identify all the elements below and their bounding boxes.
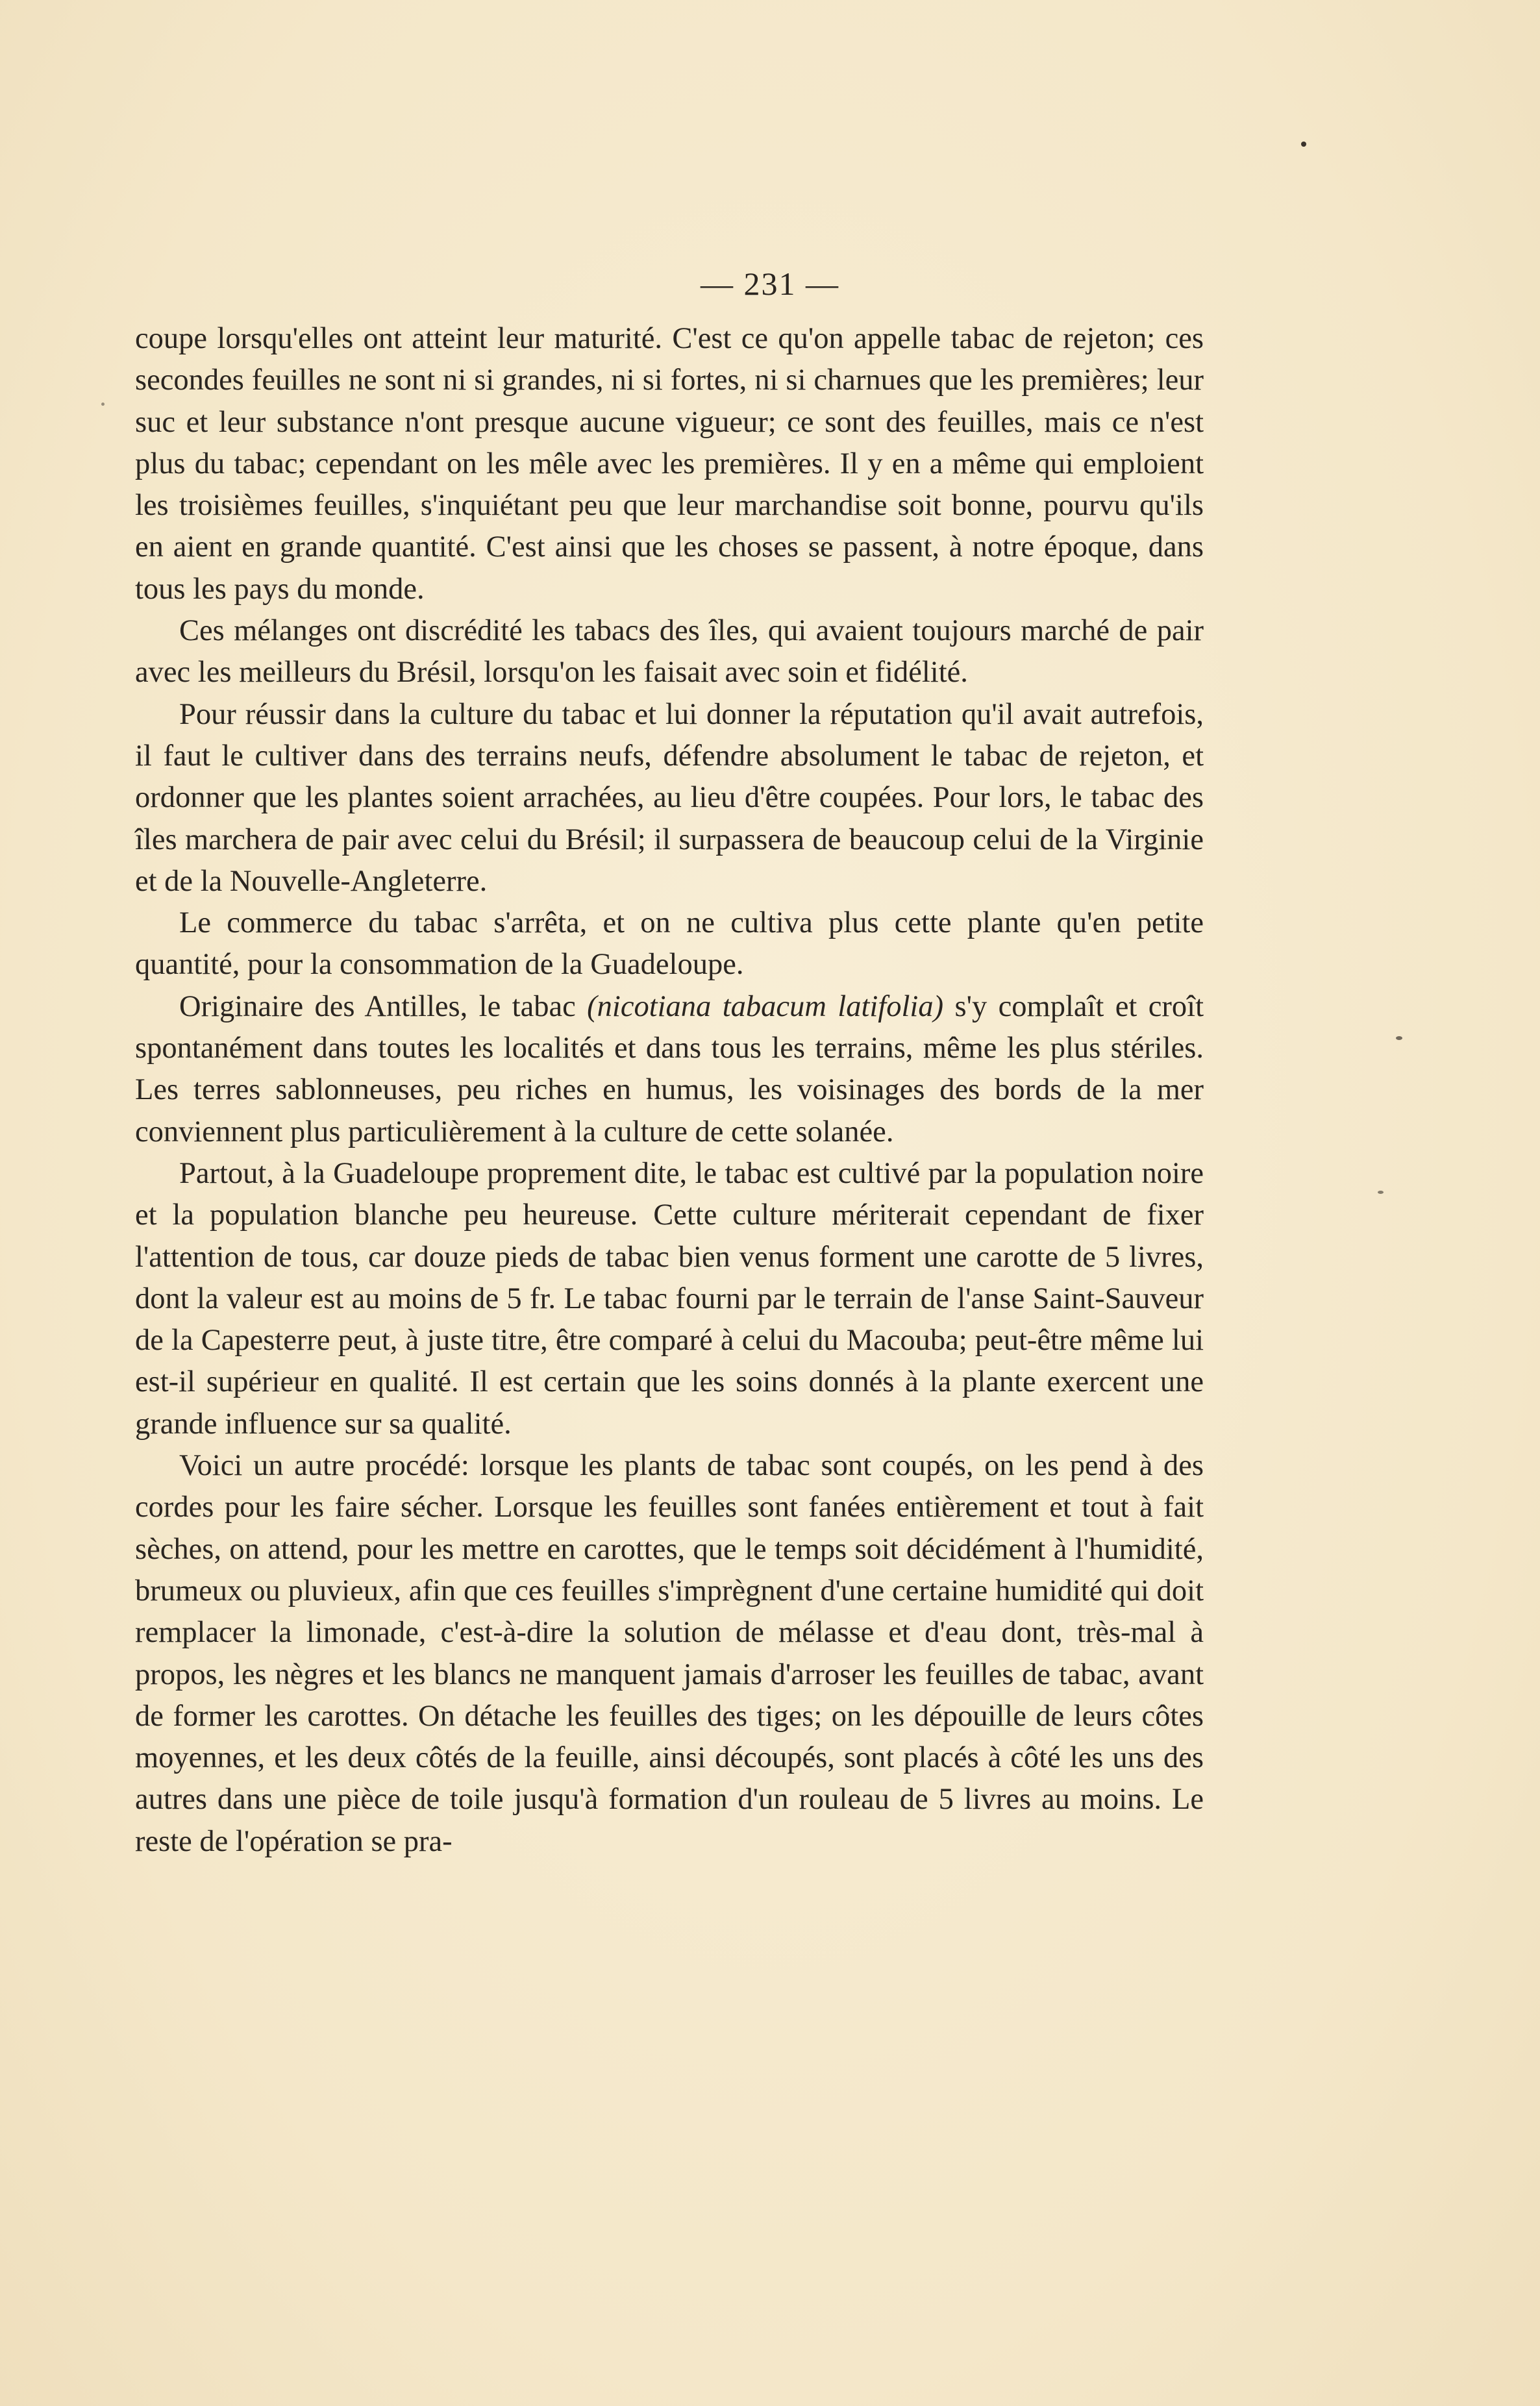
paragraph-culture: Pour réussir dans la culture du tabac et lui donner la réputation qu'il avait autrefois, il faut le cultiver dans des terrains neufs, défendre absolument le tabac de rejeton, et ordonner que les plantes soient arrachées, au lieu d'être coupées. Pour lors, le tabac des îles marchera de pair avec celui du Brésil; il surpassera de beaucoup celui de la Virginie et de la Nouvelle-Angleterre.	[135, 697, 1204, 898]
paragraph-continued: coupe lorsqu'elles ont atteint leur maturité. C'est ce qu'on appelle tabac de rejeton; ces secondes feuilles ne sont ni si grandes, ni si fortes, ni si charnues que les premières; leur suc et leur substance n'ont presque aucune vigueur; ce sont des feuilles, mais ce n'est plus du tabac; cependant on les mêle avec les premières. Il y en a même qui emploient les troisièmes feuilles, s'inquiétant peu que leur marchandise soit bonne, pourvu qu'ils en aient en grande quantité. C'est ainsi que les choses se passent, à notre époque, dans tous les pays du monde.	[135, 322, 1204, 606]
paragraph-melanges: Ces mélanges ont discrédité les tabacs des îles, qui avaient toujours marché de pair avec les meilleurs du Brésil, lorsqu'on les faisait avec soin et fidélité.	[135, 614, 1204, 689]
paper-speck	[1378, 1191, 1384, 1194]
page-body	[135, 318, 1204, 1863]
paragraph-commerce: Le commerce du tabac s'arrêta, et on ne cultiva plus cette plante qu'en petite quantité, pour la consommation de la Guadeloupe.	[135, 906, 1204, 982]
paragraph-guadeloupe: Partout, à la Guadeloupe proprement dite, le tabac est cultivé par la population noire et la population blanche peu heureuse. Cette culture mériterait cependant de fixer l'attention de tous, car douze pieds de tabac bien venus forment une carotte de 5 livres, dont la valeur est au moins de 5 fr. Le tabac fourni par le terrain de l'anse Saint-Sauveur de la Capesterre peut, à juste titre, être comparé à celui du Macouba; peut-être même lui est-il supérieur en qualité. Il est certain que les soins donnés à la plante exercent une grande influence sur sa qualité.	[135, 1156, 1204, 1441]
paper-speck	[101, 403, 105, 406]
paragraph-procede: Voici un autre procédé: lorsque les plants de tabac sont coupés, on les pend à des cordes pour les faire sécher. Lorsque les feuilles sont fanées entièrement et tout à fait sèches, on attend, pour les mettre en carottes, que le temps soit décidément à l'humidité, brumeux ou pluvieux, afin que ces feuilles s'imprègnent d'une certaine humidité qui doit remplacer la limonade, c'est-à-dire la solution de mélasse et d'eau dont, très-mal à propos, les nègres et les blancs ne manquent jamais d'arroser les feuilles de tabac, avant de former les carottes. On détache les feuilles des tiges; on les dépouille de leurs côtes moyennes, et les deux côtés de la feuille, ainsi découpés, sont placés à côté les uns des autres dans une pièce de toile jusqu'à formation d'un rouleau de 5 livres au moins. Le reste de l'opération se pra-	[135, 1449, 1204, 1858]
paragraph-origine	[135, 986, 1204, 1153]
latin-species-name: (nicotiana tabacum latifolia)	[587, 989, 944, 1023]
page-number: — 231 —	[701, 266, 839, 302]
paragraph-origine-start: Originaire des Antilles, le tabac	[179, 989, 588, 1023]
paper-speck	[1301, 142, 1306, 147]
paper-speck	[1396, 1036, 1402, 1040]
paragraph-origine-end: s'y complaît et croît spontanément dans toutes les localités et dans tous les terrains, même les plus stériles. Les terres sablonneuses, peu riches en humus, les voisinages des bords de la mer conviennent plus particulièrement à la culture de cette solanée.	[135, 989, 1204, 1148]
